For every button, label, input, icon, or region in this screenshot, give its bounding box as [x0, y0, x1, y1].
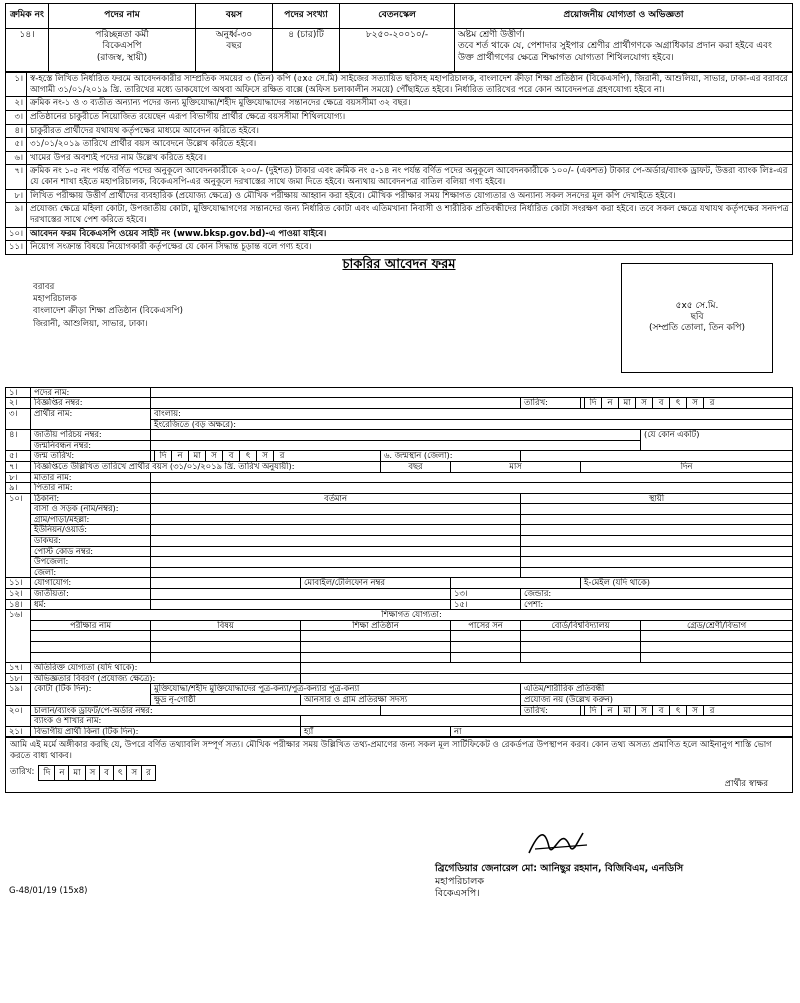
address-field-label: উপজেলা:: [31, 557, 151, 568]
edu-cell[interactable]: [641, 631, 793, 642]
form-row-name-bn: ৩। প্রার্থীর নাম: বাংলায়:: [6, 408, 793, 419]
declaration-date-label: তারিখ:: [10, 767, 35, 778]
permanent-address-header: স্থায়ী: [521, 493, 793, 504]
address-row: [6, 557, 793, 568]
address-row: [6, 546, 793, 557]
photo-size: ৫x৫ সে.মি.: [675, 300, 719, 311]
instructions-table: [5, 72, 793, 255]
signature-area: [5, 793, 795, 903]
instruction-item: [6, 241, 793, 255]
quota-ansar[interactable]: আনসার ও গ্রাম প্রতিরক্ষা সদস্য: [301, 694, 521, 705]
footer-code: G-48/01/19 (15x8): [9, 885, 88, 896]
col-count: পদের সংখ্যা: [273, 4, 340, 29]
instruction-text: লিখিত পরীক্ষায় উত্তীর্ণ প্রার্থীদের ব্যবহারিক (প্রযোজ্য ক্ষেত্রে) ও মৌখিক পরীক্ষায় আহ্বান করা হইবে। মৌখিক পরীক্ষার সময় শিক্ষাগত যোগ্যতার ও অন্যান্য সকল সনদের মূল কপি দেখাইতে হইবে।: [27, 189, 793, 203]
edu-header: পরীক্ষার নাম: [31, 620, 151, 631]
edu-header: গ্রেড/শ্রেণী/বিভাগ: [641, 620, 793, 631]
post-qualification: [455, 29, 793, 72]
mobile-field[interactable]: [451, 578, 581, 589]
present-address-field[interactable]: [151, 504, 521, 515]
post-name-line: পরিচ্ছন্নতা কর্মী: [95, 30, 149, 40]
col-age: বয়স: [196, 4, 273, 29]
addressee-block: [33, 281, 183, 330]
instruction-number: ১।: [6, 73, 27, 97]
form-row-age: ৭। বিজ্ঞপ্তিতে উল্লিখিত তারিখে প্রার্থীর বয়স (৩১/০১/২০১৯ খ্রি. তারিখ অনুযায়ী): বছর মাস দিন: [6, 461, 793, 472]
quota-ethnic[interactable]: ক্ষুদ্র নৃ-গোষ্ঠী: [151, 694, 301, 705]
post-serial: ১৪।: [6, 29, 49, 72]
dob-label: জন্ম তারিখ:: [31, 451, 151, 462]
edu-cell[interactable]: [641, 652, 793, 663]
instruction-text: খামের উপর অবশ্যই পদের নাম উল্লেখ করিতে হইবে।: [27, 151, 793, 165]
form-row-contact: ১১। যোগাযোগ: মোবাইল/টেলিফোন নম্বর ই-মেইল (যদি থাকে): [6, 578, 793, 589]
advertisement-page: [5, 3, 795, 998]
form-row-post: ১। পদের নাম:: [6, 387, 793, 398]
address-field-label: পোস্ট কোড নম্বর:: [31, 546, 151, 557]
addressee: মহাপরিচালক: [33, 294, 77, 305]
instruction-text: আবেদন ফরম বিকেএসপি ওয়েব সাইট নং (www.bksp.gov.bd)-এ পাওয়া যাইবে।: [27, 227, 793, 241]
permanent-address-field[interactable]: [521, 567, 793, 578]
departmental-no[interactable]: না: [451, 726, 793, 737]
signer-name: ব্রিগেডিয়ার জেনারেল মো: আনিছুর রহমান, বিজিবিএম, এনডিসি: [435, 862, 684, 874]
photo-label: ছবি: [690, 312, 704, 323]
post-age-line: বছর: [226, 41, 242, 52]
edu-cell[interactable]: [451, 652, 521, 663]
present-address-field[interactable]: [151, 567, 521, 578]
col-scale: বেতনস্কেল: [340, 4, 455, 29]
edu-cell[interactable]: [151, 652, 301, 663]
experience-label: অভিজ্ঞতার বিবরণ (প্রযোজ্য ক্ষেত্রে):: [31, 673, 301, 684]
declaration-box: [5, 737, 793, 793]
address-field-label: বাসা ও সড়ক (নাম/নম্বর):: [31, 504, 151, 515]
edu-header: শিক্ষা প্রতিষ্ঠান: [301, 620, 451, 631]
birthplace-label: ৬. জন্মস্থান (জেলা):: [381, 451, 521, 462]
education-row: [6, 631, 793, 642]
form-row-nationality: ১২। জাতীয়তা: ১৩। জেন্ডার:: [6, 589, 793, 600]
instruction-number: ২।: [6, 97, 27, 111]
bank-branch-label: ব্যাংক ও শাখার নাম:: [31, 716, 301, 727]
form-row-dob: ৫। জন্ম তারিখ: দি ন মা স ব ৎ স র ৬. জন্মস্থান (জেলা):: [6, 451, 793, 462]
instruction-number: ৮।: [6, 189, 27, 203]
address-field-label: ডাকঘর:: [31, 536, 151, 547]
address-field-label: ইউনিয়ন/ওয়ার্ড:: [31, 525, 151, 536]
email-label[interactable]: ই-মেইল (যদি থাকে): [581, 578, 793, 589]
form-row-bank: [6, 716, 793, 727]
edu-cell[interactable]: [151, 631, 301, 642]
notice-date-boxes[interactable]: দি ন মা স ব ৎ স র: [581, 398, 793, 409]
post-name: [49, 29, 196, 72]
mother-name-field[interactable]: [151, 472, 793, 483]
instruction-item: [6, 110, 793, 124]
edu-cell[interactable]: [31, 642, 151, 653]
father-name-label: পিতার নাম:: [31, 483, 151, 494]
form-row-notice: ২। বিজ্ঞপ্তির নম্বর: তারিখ: দি ন মা স ব ৎ স র: [6, 398, 793, 409]
religion-label: ধর্ম:: [31, 599, 151, 610]
instruction-item: [6, 165, 793, 189]
address-row: [6, 536, 793, 547]
instruction-item: [6, 73, 793, 97]
photo-box: [621, 263, 773, 373]
instruction-item: [6, 97, 793, 111]
application-form: [5, 387, 793, 738]
nationality-field[interactable]: [151, 589, 451, 600]
edu-cell[interactable]: [151, 642, 301, 653]
edu-cell[interactable]: [521, 652, 641, 663]
instruction-item: [6, 227, 793, 241]
declaration-statement: আমি এই মর্মে অঙ্গীকার করছি যে, উপরে বর্ণিত তথ্যাবলি সম্পূর্ণ সত্য। মৌখিক পরীক্ষার সময় উল্লিখিত তথ্য-প্রমাণের জন্য সকল মূল সার্টিফিকেট ও রেকর্ডপত্র উপস্থাপন করব। কোন তথ্য অসত্য প্রমাণিত হলে আইনানুগ শাস্তি ভোগ করতে বাধ্য থাকব।: [10, 740, 772, 761]
signer-org: বিকেএসপি।: [435, 888, 480, 900]
present-address-field[interactable]: [151, 514, 521, 525]
edu-cell[interactable]: [521, 631, 641, 642]
to-label: বরাবর: [33, 281, 55, 292]
nationality-label: জাতীয়তা:: [31, 589, 151, 600]
col-serial: ক্রমিক নং: [6, 4, 49, 29]
address-field-label: গ্রাম/পাড়া/মহল্লা:: [31, 514, 151, 525]
applicant-name-label: প্রার্থীর নাম:: [31, 408, 151, 429]
qualification-line: অষ্টম শ্রেণী উত্তীর্ণ।: [458, 30, 525, 40]
extra-qualification-field[interactable]: [301, 663, 793, 674]
extra-qualification-label: অতিরিক্ত যোগ্যতা (যদি থাকে):: [31, 663, 301, 674]
edu-header: বিষয়: [151, 620, 301, 631]
gender-label[interactable]: জেন্ডার:: [521, 589, 793, 600]
education-header-row: [6, 620, 793, 631]
edu-cell[interactable]: [31, 631, 151, 642]
address-label: ঠিকানা:: [31, 493, 151, 504]
permanent-address-field[interactable]: [521, 546, 793, 557]
permanent-address-field[interactable]: [521, 557, 793, 568]
contact-label: যোগাযোগ:: [31, 578, 151, 589]
instruction-text: প্রযোজ্য ক্ষেত্রে মহিলা কোটা, উপজাতীয় কোটা, মুক্তিযোদ্ধাগণের সন্তানদের জন্য নির্ধারিত কোটা এবং এতিমখানা নিবাসী ও শারীরিক প্রতিবন্ধীদের নির্ধারিত কোটা সংরক্ষণ করা হইবে। তবে সকল ক্ষেত্রে যথাযথ কর্তৃপক্ষের সনদপত্র দরখাস্তের সাথে পেশ করিতে হইবে।: [27, 203, 793, 227]
form-row-address: ১০। ঠিকানা: বর্তমান স্থায়ী: [6, 493, 793, 504]
instruction-text: স্ব-হস্তে লিখিত নির্ধারিত ফরমে আবেদনকারীর সাম্প্রতিক সময়ের ৩ (তিন) কপি (৫x৫ সে.মি) সাইজের সত্যায়িত ছবিসহ মহাপরিচালক, বাংলাদেশ ক্রীড়া শিক্ষা প্রতিষ্ঠান (বিকেএসপি), জিরানী, আশুলিয়া, সাভার, ঢাকা-এর বরাবরে আগামী ৩১/০১/২০১৯ খ্রি. তারিখের মধ্যে ডাকযোগে অথবা অফিসে রক্ষিত বাক্সে (অফিস চলাকালীন সময়ে) পৌঁছাইতে হইবে। নির্ধারিত তারিখের পরে কোন আবেদনপত্র গ্রহণযোগ্য হইবে না।: [27, 73, 793, 97]
birth-reg-label: জন্মনিবন্ধন নম্বর:: [31, 440, 151, 451]
quota-label: কোটা (টিক দিন):: [31, 684, 151, 705]
quota-not-applicable[interactable]: প্রযোজ্য নয় (উল্লেখ করুন): [521, 694, 793, 705]
education-row: [6, 652, 793, 663]
form-row-experience: ১৮। অভিজ্ঞতার বিবরণ (প্রযোজ্য ক্ষেত্রে):: [6, 673, 793, 684]
edu-cell[interactable]: [641, 642, 793, 653]
post-scale: ৮২৫০-২০০১০/-: [340, 29, 455, 72]
date-label: তারিখ:: [521, 398, 581, 409]
instruction-number: ৭।: [6, 165, 27, 189]
mother-name-label: মাতার নাম:: [31, 472, 151, 483]
permanent-address-field[interactable]: [521, 514, 793, 525]
edu-cell[interactable]: [301, 642, 451, 653]
form-row-religion: ১৪। ধর্ম: ১৫। পেশা:: [6, 599, 793, 610]
address-row: [6, 525, 793, 536]
present-address-header: বর্তমান: [151, 493, 521, 504]
address-field-label: জেলা:: [31, 567, 151, 578]
instruction-text: প্রতিষ্ঠানের চাকুরীতে নিয়োজিত রয়েছেন এরূপ বিভাগীয় প্রার্থীর ক্ষেত্রে বয়সসীমা শিথিলযোগ্য।: [27, 110, 793, 124]
post-name-label: পদের নাম:: [31, 387, 151, 398]
instruction-number: ৪।: [6, 124, 27, 138]
edu-header: বোর্ড/বিশ্ববিদ্যালয়: [521, 620, 641, 631]
payment-number-label: চালান/ব্যাংক ড্রাফট/পে-অর্ডার নম্বর:: [31, 705, 381, 716]
instruction-number: ১১।: [6, 241, 27, 255]
col-qualification: প্রয়োজনীয় যোগ্যতা ও অভিজ্ঞতা: [455, 4, 793, 29]
edu-cell[interactable]: [451, 631, 521, 642]
education-label: শিক্ষাগত যোগ্যতা:: [31, 610, 793, 621]
instruction-text: চাকুরীরত প্রার্থীদের যথাযথ কর্তৃপক্ষের মাধ্যমে আবেদন করিতে হইবে।: [27, 124, 793, 138]
form-row-departmental: ২১। বিভাগীয় প্রার্থী কিনা (টিক দিন): হ্যাঁ না: [6, 726, 793, 737]
handwritten-signature: [525, 827, 595, 863]
form-row-mother: ৮। মাতার নাম:: [6, 472, 793, 483]
form-row-payment: ২০। চালান/ব্যাংক ড্রাফট/পে-অর্ডার নম্বর: তারিখ: দি ন মা স ব ৎ স র: [6, 705, 793, 716]
qualification-line: তবে শর্ত থাকে যে, পেশাদার সুইপার শ্রেণীর প্রার্থীগণকে অগ্রাধিকার প্রদান করা হইবে এবং উক্ত প্রার্থীগণের ক্ষেত্রে শিক্ষাগত যোগ্যতা শিথিলযোগ্য হইবে।: [458, 41, 772, 63]
age-label: বিজ্ঞপ্তিতে উল্লিখিত তারিখে প্রার্থীর বয়স (৩১/০১/২০১৯ খ্রি. তারিখ অনুযায়ী):: [31, 461, 381, 472]
declaration-text: [6, 738, 793, 793]
org-location: জিরানী, আশুলিয়া, সাভার, ঢাকা।: [33, 318, 148, 329]
edu-cell[interactable]: [521, 642, 641, 653]
payment-date-label: তারিখ:: [521, 705, 581, 716]
dob-boxes[interactable]: দি ন মা স ব ৎ স র: [151, 451, 381, 462]
birth-reg-field[interactable]: [151, 440, 641, 451]
age-day[interactable]: দিন: [581, 461, 793, 472]
birthplace-field[interactable]: [521, 451, 793, 462]
instruction-item: [6, 189, 793, 203]
applicant-signature-label: প্রার্থীর স্বাক্ষর: [724, 779, 768, 790]
instruction-item: [6, 203, 793, 227]
father-name-field[interactable]: [151, 483, 793, 494]
instruction-text: ক্রমিক নং-১ ও ৩ ব্যতীত অন্যান্য পদের জন্য মুক্তিযোদ্ধা/শহীদ মুক্তিযোদ্ধাদের সন্তানদের ক্ষেত্রে বয়সসীমা ৩২ বছর।: [27, 97, 793, 111]
notice-number-label: বিজ্ঞপ্তির নম্বর:: [31, 398, 151, 409]
post-age-line: অনুর্ধ্ব-৩০: [215, 30, 253, 40]
form-row-quota: ১৯। কোটা (টিক দিন): মুক্তিযোদ্ধা/শহীদ মুক্তিযোদ্ধাদের পুত্র-কন্যা/পুত্র-কন্যার পুত্র-কন্যা এতিম/শারীরিক প্রতিবন্ধী: [6, 684, 793, 695]
post-name-line: বিকেএসপি: [102, 41, 142, 52]
age-month[interactable]: মাস: [451, 461, 581, 472]
instruction-text: ক্রমিক নং ১-৫ নং পর্যন্ত বর্ণিত পদের অনুকূলে আবেদনকারীকে ২০০/- (দুইশত) টাকার এবং ক্রমিক নং ৫-১৪ নং পর্যন্ত বর্ণিত পদের অনুকূলে আবেদনকারীকে ১০০/- (একশত) টাকার পে-অর্ডার/ব্যাংক ড্রাফট, উত্তরা ব্যাংক লিঃ-এর যে কোন শাখা হইতে মহাপরিচালক, বিকেএসপি-এর অনুকূলে দরখাস্তের সাথে জমা দিতে হইবে। অন্যথায় আবেদনপত্র বাতিল বলিয়া গণ্য হইবে।: [27, 165, 793, 189]
organization: বাংলাদেশ ক্রীড়া শিক্ষা প্রতিষ্ঠান (বিকেএসপি): [33, 306, 183, 317]
edu-header: পাসের সন: [451, 620, 521, 631]
form-row-nid: ৪। জাতীয় পরিচয় নম্বর: (যে কোন একটি): [6, 430, 793, 441]
mobile-label[interactable]: মোবাইল/টেলিফোন নম্বর: [301, 578, 451, 589]
form-row-education: ১৬। শিক্ষাগত যোগ্যতা:: [6, 610, 793, 621]
notice-number-field[interactable]: [151, 398, 521, 409]
education-row: [6, 642, 793, 653]
col-post: পদের নাম: [49, 4, 196, 29]
instruction-text: ৩১/০১/২০১৯ তারিখে প্রার্থীর বয়স আবেদনে উল্লেখ করিতে হইবে।: [27, 138, 793, 152]
instruction-item: [6, 151, 793, 165]
edu-cell[interactable]: [31, 652, 151, 663]
permanent-address-field[interactable]: [521, 525, 793, 536]
post-table: [5, 3, 793, 72]
departmental-yes[interactable]: হ্যাঁ: [301, 726, 451, 737]
present-address-field[interactable]: [151, 546, 521, 557]
signer-block: [435, 863, 683, 901]
bank-branch-field[interactable]: [301, 716, 793, 727]
contact-field[interactable]: [151, 578, 301, 589]
quota-freedom-fighter[interactable]: মুক্তিযোদ্ধা/শহীদ মুক্তিযোদ্ধাদের পুত্র-কন্যা/পুত্র-কন্যার পুত্র-কন্যা: [151, 684, 521, 695]
permanent-address-field[interactable]: [521, 536, 793, 547]
occupation-label[interactable]: পেশা:: [521, 599, 793, 610]
permanent-address-field[interactable]: [521, 504, 793, 515]
post-age: [196, 29, 273, 72]
instruction-number: ৯।: [6, 203, 27, 227]
instruction-text: নিয়োগ সংক্রান্ত বিষয়ে নিয়োগকারী কর্তৃপক্ষের যে কোন সিদ্ধান্ত চূড়ান্ত বলে গণ্য হবে।: [27, 241, 793, 255]
present-address-field[interactable]: [151, 557, 521, 568]
photo-note: (সম্প্রতি তোলা, তিন কপি): [649, 323, 745, 334]
form-row-father: ৯। পিতার নাম:: [6, 483, 793, 494]
name-bangla-field[interactable]: বাংলায়:: [151, 408, 793, 419]
edu-cell[interactable]: [301, 631, 451, 642]
signer-title: মহাপরিচালক: [435, 875, 485, 887]
religion-field[interactable]: [151, 599, 451, 610]
declaration-date[interactable]: তারিখ: দি ন মা স ব ৎ স র: [10, 765, 156, 782]
present-address-field[interactable]: [151, 536, 521, 547]
payment-date-boxes[interactable]: দি ন মা স ব ৎ স র: [581, 705, 793, 716]
id-note: (যে কোন একটি): [641, 430, 793, 451]
departmental-label: বিভাগীয় প্রার্থী কিনা (টিক দিন):: [31, 726, 301, 737]
instruction-number: ৬।: [6, 151, 27, 165]
edu-cell[interactable]: [301, 652, 451, 663]
instruction-number: ৩।: [6, 110, 27, 124]
quota-orphan-disabled[interactable]: এতিম/শারীরিক প্রতিবন্ধী: [521, 684, 793, 695]
instruction-number: ৫।: [6, 138, 27, 152]
age-year[interactable]: বছর: [381, 461, 451, 472]
address-row: [6, 504, 793, 515]
nid-field[interactable]: [151, 430, 641, 441]
instruction-item: [6, 124, 793, 138]
form-header: [5, 255, 795, 387]
form-row-extra: ১৭। অতিরিক্ত যোগ্যতা (যদি থাকে):: [6, 663, 793, 674]
address-row: [6, 567, 793, 578]
present-address-field[interactable]: [151, 525, 521, 536]
experience-field[interactable]: [301, 673, 793, 684]
address-row: [6, 514, 793, 525]
nid-label: জাতীয় পরিচয় নম্বর:: [31, 430, 151, 441]
payment-number-field[interactable]: [381, 705, 521, 716]
post-name-line: (রাজস্ব, স্থায়ী): [96, 52, 148, 63]
post-table-header: [6, 4, 793, 29]
edu-cell[interactable]: [451, 642, 521, 653]
instruction-number: ১০।: [6, 227, 27, 241]
form-title: চাকরির আবেদন ফরম: [342, 256, 456, 272]
post-name-field[interactable]: [151, 387, 793, 398]
name-english-field[interactable]: ইংরেজিতে (বড় অক্ষরে):: [151, 419, 793, 430]
instruction-item: [6, 138, 793, 152]
post-count: ৪ (চার)টি: [273, 29, 340, 72]
post-row: [6, 29, 793, 72]
